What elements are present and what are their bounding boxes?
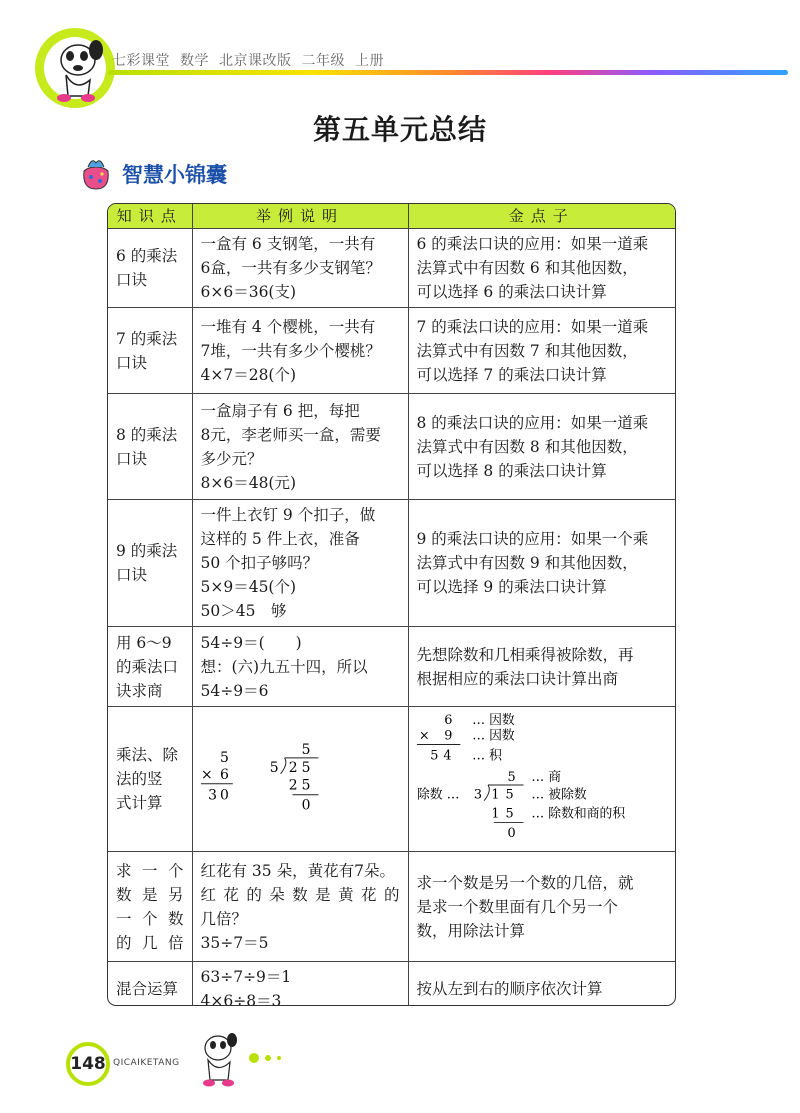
div-quotient: 5 [301, 742, 310, 759]
tip-mult-factor-label: … 因数 [471, 713, 515, 729]
example-cell [192, 308, 408, 394]
table-row [108, 394, 675, 500]
topic-cell [108, 500, 192, 627]
footer-dots-icon [248, 1052, 288, 1064]
series-brand: 七彩课堂 [112, 53, 170, 69]
footer-mascot-icon [196, 1030, 244, 1090]
example-line: 8元，李老师买一盒，需要 [200, 425, 381, 444]
series-grade: 二年级 [301, 53, 345, 69]
tip-mult-operator: × [418, 729, 430, 745]
mult-operator: × [200, 767, 213, 783]
example-line: 35÷7＝5 [200, 933, 269, 952]
topic-line: 9 的乘法 [116, 542, 178, 560]
tip-line: 是求一个数里面有几个另一个 [416, 897, 619, 916]
mult-top: 5 [219, 750, 229, 767]
vertical-calculation-labels [413, 708, 672, 849]
topic-cell [108, 308, 192, 394]
example-cell [192, 962, 408, 1007]
topic-line: 混合运算 [116, 980, 179, 998]
tip-line: 8 的乘法口诀的应用：如果一道乘 [416, 413, 649, 432]
summary-table [107, 203, 676, 1006]
div-dividend: 25 [288, 760, 314, 777]
tip-line: 法算式中有因数 9 和其他因数， [416, 554, 638, 572]
column-header-tip: 金点子 [408, 204, 675, 229]
topic-line: 诀求商 [116, 681, 163, 700]
book-series-title [112, 50, 394, 70]
topic-line: 一个数 [116, 909, 184, 928]
topic-line: 口诀 [116, 271, 148, 289]
example-line: 红花的朵数是黄花的 [200, 885, 400, 904]
tip-cell [408, 707, 675, 852]
example-cell [192, 627, 408, 707]
example-line: 红花有 35 朵，黄花有7朵。 [200, 861, 395, 880]
topic-cell [108, 394, 192, 500]
mascot-icon [30, 20, 120, 110]
tip-line: 可以选择 9 的乘法口诀计算 [416, 578, 607, 596]
series-volume: 上册 [355, 53, 384, 69]
tip-line: 根据相应的乘法口诀计算出商 [416, 669, 619, 688]
topic-line: 口诀 [116, 449, 148, 468]
topic-line: 的几倍 [116, 933, 184, 952]
header-rainbow-bar [108, 70, 788, 75]
tip-div-divisor: 3 [473, 788, 482, 804]
example-line: 54÷9＝( ) [200, 633, 302, 652]
tip-line: 可以选择 8 的乘法口诀计算 [416, 461, 607, 480]
tip-line: 法算式中有因数 8 和其他因数， [416, 437, 638, 456]
tip-line: 按从左到右的顺序依次计算 [416, 980, 603, 998]
mult-bottom: 6 [219, 767, 229, 783]
tip-line: 数，用除法计算 [416, 921, 526, 940]
tip-cell [408, 852, 675, 962]
example-line: 8×6＝48(元) [200, 473, 297, 492]
topic-line: 6 的乘法 [116, 247, 178, 265]
div-divisor: 5 [269, 760, 279, 777]
example-line: 一堆有 4 个樱桃，一共有 [200, 317, 376, 336]
tip-mult-result: 54 [429, 748, 456, 764]
topic-line: 7 的乘法 [116, 329, 178, 348]
tip-mult-product-label: … 积 [471, 748, 502, 764]
tip-line: 9 的乘法口诀的应用：如果一个乘 [416, 530, 649, 548]
tip-line: 法算式中有因数 7 和其他因数， [416, 341, 638, 360]
example-line: 这样的 5 件上衣，准备 [200, 530, 360, 548]
tip-div-quotient: 5 [506, 770, 516, 786]
tip-div-dividend-label: … 被除数 [530, 788, 587, 804]
example-line: 6盒，一共有多少支钢笔？ [200, 259, 381, 277]
tip-div-dividend: 15 [490, 788, 520, 804]
tip-line: 法算式中有因数 6 和其他因数， [416, 259, 638, 277]
div-bracket [280, 758, 285, 774]
table-row [108, 308, 675, 394]
topic-cell [108, 707, 192, 852]
example-line: 5×9＝45(个) [200, 578, 297, 596]
example-cell [192, 500, 408, 627]
topic-line: 数是另 [116, 885, 184, 904]
tip-line: 7 的乘法口诀的应用：如果一道乘 [416, 317, 649, 336]
topic-line: 用 6～9 [116, 633, 172, 652]
tip-line: 可以选择 6 的乘法口诀计算 [416, 283, 607, 301]
example-line: 几倍？ [200, 909, 248, 928]
example-line: 想：(六)九五十四，所以 [200, 657, 368, 676]
example-line: 63÷7÷9＝1 [200, 968, 292, 986]
column-header-example: 举例说明 [192, 204, 408, 229]
example-line: 50＞45 够 [200, 602, 287, 620]
tip-div-quotient-label: … 商 [530, 770, 561, 786]
example-cell [192, 394, 408, 500]
table-row [108, 500, 675, 627]
example-line: 一盒有 6 支钢笔，一共有 [200, 235, 376, 253]
tip-cell [408, 500, 675, 627]
tip-line: 先想除数和几相乘得被除数，再 [416, 645, 634, 664]
example-line: 4×7＝28(个) [200, 365, 297, 384]
topic-cell [108, 962, 192, 1007]
vertical-calculation-example [197, 734, 404, 824]
topic-line: 求一个 [116, 861, 184, 880]
tip-cell [408, 627, 675, 707]
tip-div-bracket [484, 785, 489, 801]
topic-line: 法的竖 [116, 770, 163, 788]
div-remainder: 0 [301, 797, 310, 814]
table-row [108, 852, 675, 962]
topic-cell [108, 229, 192, 308]
example-line: 6×6＝36(支) [200, 283, 297, 301]
lucky-bag-icon [78, 155, 114, 191]
example-line: 4×6÷8＝3 [200, 992, 282, 1006]
tip-cell [408, 308, 675, 394]
series-edition: 北京课改版 [219, 53, 292, 69]
tip-cell [408, 962, 675, 1007]
tip-line: 6 的乘法口诀的应用：如果一道乘 [416, 235, 649, 253]
topic-line: 式计算 [116, 794, 163, 812]
tip-div-product: 15 [490, 806, 520, 822]
tip-mult-bottom: 9 [443, 729, 452, 745]
table-header-row [108, 204, 675, 229]
example-cell [192, 229, 408, 308]
example-line: 一件上衣钉 9 个扣子，做 [200, 506, 376, 524]
example-line: 54÷9＝6 [200, 681, 269, 700]
section-heading: 智慧小锦囊 [122, 163, 227, 187]
topic-cell [108, 627, 192, 707]
example-line: 一盒扇子有 6 把，每把 [200, 401, 360, 420]
tip-line: 求一个数是另一个数的几倍，就 [416, 873, 634, 892]
page-title: 第五单元总结 [312, 113, 487, 146]
topic-cell [108, 852, 192, 962]
mult-result: 30 [207, 787, 232, 804]
topic-line: 乘法、除 [116, 746, 179, 764]
table-row [108, 627, 675, 707]
topic-line: 8 的乘法 [116, 425, 178, 444]
div-product: 25 [288, 777, 314, 794]
example-cell [192, 707, 408, 852]
table-row [108, 707, 675, 852]
tip-cell [408, 229, 675, 308]
table-row [108, 962, 675, 1007]
footer-brand: QICAIKETANG [113, 1058, 180, 1068]
tip-mult-top: 6 [443, 713, 452, 729]
tip-mult-factor-label: … 因数 [471, 729, 515, 745]
tip-div-remainder: 0 [506, 826, 516, 842]
example-line: 7堆，一共有多少个樱桃？ [200, 341, 381, 360]
tip-div-divisor-label: 除数 … [416, 788, 459, 804]
table-row [108, 229, 675, 308]
tip-div-product-label: … 除数和商的积 [530, 806, 625, 822]
topic-line: 的乘法口 [116, 657, 179, 676]
topic-line: 口诀 [116, 353, 148, 372]
example-line: 多少元？ [200, 449, 263, 468]
example-cell [192, 852, 408, 962]
page-number: 148 [66, 1042, 110, 1086]
example-line: 50 个扣子够吗？ [200, 554, 319, 572]
column-header-topic: 知识点 [108, 204, 192, 229]
series-subject: 数学 [180, 53, 209, 69]
topic-line: 口诀 [116, 566, 148, 584]
tip-line: 可以选择 7 的乘法口诀计算 [416, 365, 607, 384]
tip-cell [408, 394, 675, 500]
